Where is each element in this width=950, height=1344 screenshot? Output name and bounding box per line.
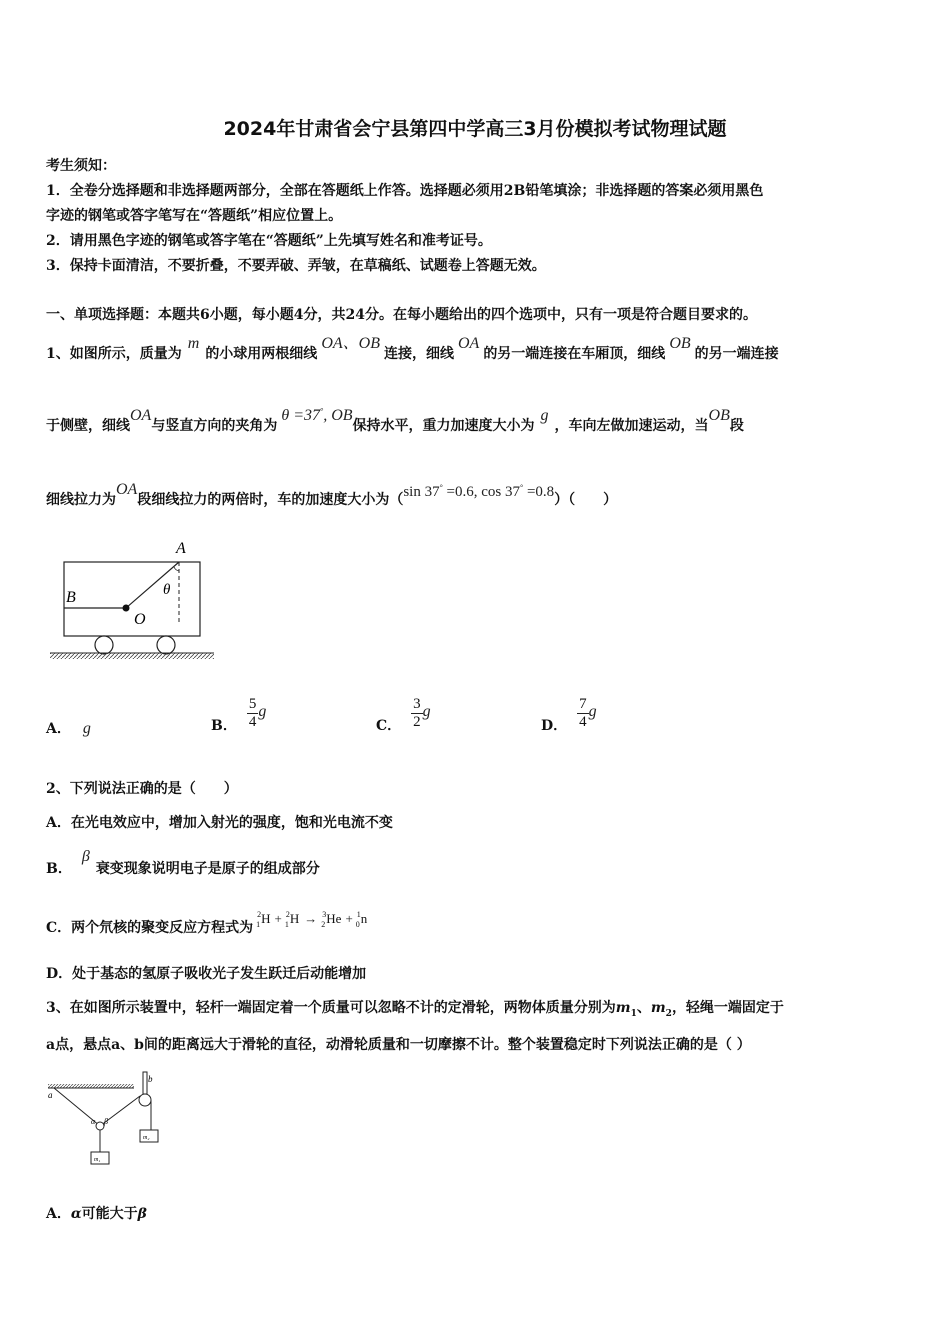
q2-option-b[interactable] xyxy=(46,848,320,878)
q3-option-a[interactable] xyxy=(46,1203,147,1223)
label-b: b xyxy=(148,1074,153,1084)
q1-trig-values: sin 37° =0.6, cos 37° =0.8 xyxy=(403,483,555,500)
section-heading: 一、单项选择题：本题共6小题，每小题4分，共24分。在每小题给出的四个选项中，只有一项是符合题目要求的。 xyxy=(46,307,757,323)
q1-option-c[interactable] xyxy=(376,696,431,734)
q1-text: ，车向左做加速运动，当 xyxy=(554,418,709,434)
q1-line-1 xyxy=(46,335,779,363)
option-d-fraction: $\frac{7}{4}$ xyxy=(579,696,587,730)
beta-symbol: β xyxy=(137,1206,147,1222)
q1-ob-symbol: OB xyxy=(708,407,730,424)
q1-text: 于侧壁，细线 xyxy=(46,418,130,434)
ground xyxy=(50,653,214,659)
q2-option-a[interactable]: A．在光电效应中，增加入射光的强度，饱和光电流不变 xyxy=(46,815,393,831)
option-b-label: B． xyxy=(46,861,72,877)
label-beta: β xyxy=(104,1117,108,1126)
m1-symbol: m xyxy=(615,1000,631,1016)
q1-theta-expression: θ =37°, OB xyxy=(281,406,353,424)
label-theta: θ xyxy=(163,582,171,598)
option-b-g: g xyxy=(258,702,267,720)
q1-option-a[interactable] xyxy=(46,718,91,738)
wheel-left xyxy=(95,636,113,654)
option-d-label: D． xyxy=(541,717,568,734)
q1-cart-figure xyxy=(46,538,222,666)
page-title: 2024年甘肃省会宁县第四中学高三3月份模拟考试物理试题 xyxy=(223,118,727,140)
q3-pulley-figure xyxy=(44,1068,168,1170)
q1-g-symbol: g xyxy=(540,407,549,424)
cart-body xyxy=(64,562,200,636)
q1-option-b[interactable] xyxy=(211,696,267,734)
option-c-label: C． xyxy=(376,717,402,734)
option-c-g: g xyxy=(422,702,431,720)
q1-oa-symbol: OA xyxy=(457,335,480,352)
option-b-fraction: $\frac{5}{4}$ xyxy=(248,696,257,730)
ceiling xyxy=(48,1084,134,1088)
notice-item-2: 2．请用黑色字迹的钢笔或答字笔在“答题纸”上先填写姓名和准考证号。 xyxy=(46,233,492,249)
notice-item-1-line-2: 字迹的钢笔或答字笔写在“答题纸”相应位置上。 xyxy=(46,208,343,224)
option-c-text: C．两个氘核的聚变反应方程式为 xyxy=(46,920,254,936)
option-a-label: A． xyxy=(46,1206,71,1222)
ball xyxy=(123,605,130,612)
notice-heading: 考生须知： xyxy=(46,158,116,174)
m2-symbol: m xyxy=(650,1000,666,1016)
q3-text: 3、在如图所示装置中，轻杆一端固定着一个质量可以忽略不计的定滑轮，两物体质量分别为 xyxy=(46,1000,616,1016)
q3-text: ，轻绳一端固定于 xyxy=(671,1000,784,1016)
light-rod xyxy=(143,1072,147,1094)
q2-stem: 2、下列说法正确的是（ ） xyxy=(46,781,238,797)
q2-option-d[interactable]: D．处于基态的氢原子吸收光子发生跃迁后动能增加 xyxy=(46,966,367,982)
q1-option-d[interactable] xyxy=(541,696,597,734)
q1-oa-ob-symbol: OA、OB xyxy=(321,335,380,352)
q1-oa-symbol: OA xyxy=(116,481,138,498)
q1-ob-symbol: OB xyxy=(669,335,691,352)
q1-text: 1、如图所示，质量为 xyxy=(46,346,182,362)
q1-text: 保持水平，重力加速度大小为 xyxy=(352,418,535,434)
label-m1: m₁ xyxy=(94,1157,101,1163)
option-b-text: 衰变现象说明电子是原子的组成部分 xyxy=(95,861,320,877)
q1-mass-symbol: m xyxy=(187,335,200,352)
q1-line-2 xyxy=(46,406,744,435)
label-a: A xyxy=(176,540,186,557)
label-alpha: α xyxy=(91,1117,96,1126)
q1-text: 段细线拉力的两倍时，车的加速度大小为（ xyxy=(137,492,404,508)
beta-symbol: β xyxy=(81,848,90,865)
q3-line-1: 3、在如图所示装置中，轻杆一端固定着一个质量可以忽略不计的定滑轮，两物体质量分别为$m_1$、$m_2$，轻绳一端固定于 xyxy=(46,1000,784,1019)
fusion-equation: $^2_1$H + $^2_1$H → $^3_2$He + $^1_0$n xyxy=(256,910,368,929)
alpha-symbol: α xyxy=(70,1206,82,1222)
q1-text: 细线拉力为 xyxy=(46,492,116,508)
q1-text: 段 xyxy=(729,418,744,434)
q1-text: 与竖直方向的夹角为 xyxy=(151,418,278,434)
q1-line-3 xyxy=(46,481,618,509)
fixed-pulley xyxy=(139,1094,151,1106)
label-m2: m₂ xyxy=(143,1135,150,1141)
q1-text: ）（ ） xyxy=(554,492,618,508)
notice-item-1-line-1: 1．全卷分选择题和非选择题两部分，全部在答题纸上作答。选择题必须用2B铅笔填涂；非选择题的答案必须用黑色 xyxy=(46,183,764,199)
q3-line-2: a点，悬点a、b间的距离远大于滑轮的直径，动滑轮质量和一切摩擦不计。整个装置稳定时下列说法正确的是（ ） xyxy=(46,1037,751,1053)
q2-option-c[interactable] xyxy=(46,910,368,937)
q1-text: 的另一端连接 xyxy=(694,346,779,362)
option-a-value: g xyxy=(82,720,91,737)
string-oa xyxy=(126,562,179,608)
movable-pulley xyxy=(96,1122,104,1130)
option-b-label: B． xyxy=(211,717,237,734)
label-o: O xyxy=(134,611,146,628)
label-a: a xyxy=(48,1090,53,1100)
option-d-g: g xyxy=(588,702,597,720)
option-a-label: A． xyxy=(46,721,71,737)
wheel-right xyxy=(157,636,175,654)
option-a-text: 可能大于 xyxy=(81,1206,138,1222)
option-c-fraction: $\frac{3}{2}$ xyxy=(413,696,421,730)
label-b: B xyxy=(66,589,76,606)
notice-item-3: 3．保持卡面清洁，不要折叠，不要弄破、弄皱，在草稿纸、试题卷上答题无效。 xyxy=(46,258,546,274)
q1-text: 的另一端连接在车厢顶，细线 xyxy=(483,346,666,362)
q1-text: 的小球用两根细线 xyxy=(205,346,318,362)
q1-text: 连接，细线 xyxy=(383,346,454,362)
q1-oa-symbol: OA xyxy=(130,407,152,424)
